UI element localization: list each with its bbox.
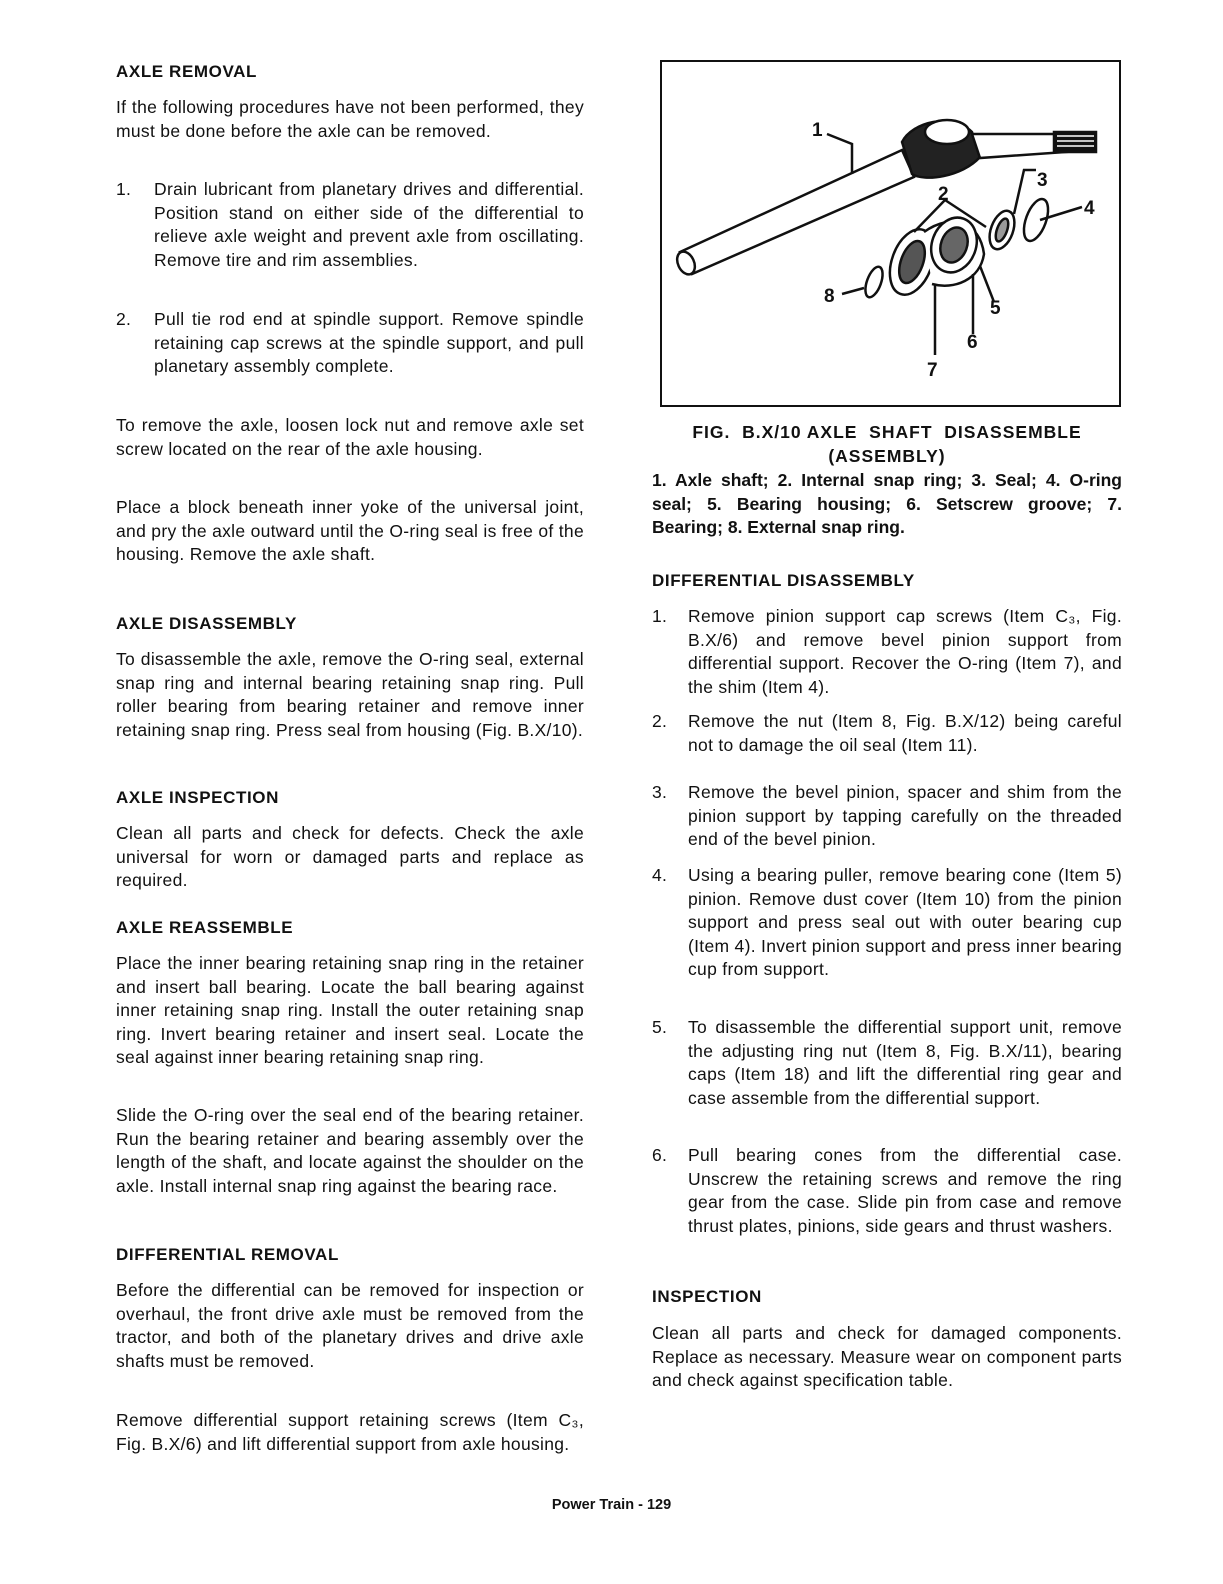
callout-1: 1	[812, 120, 823, 141]
axle-reassemble-para-1: Place the inner bearing retaining snap ring in the retainer and insert ball bearing. Locate the ball bearing against inner retaining snap ring. Install the outer retaining snap ring. Invert bearing retainer and insert seal. Locate the seal against inner bearing retaining snap ring.	[116, 953, 584, 1068]
step-number: 2.	[116, 309, 132, 329]
page-footer: Power Train - 129	[551, 1497, 672, 1513]
callout-3: 3	[1037, 170, 1048, 191]
axle-removal-para-3: Place a block beneath inner yoke of the universal joint, and pry the axle outward until the O-ring seal is free of the housing. Remove the axle shaft.	[116, 497, 584, 565]
inspection-heading: INSPECTION	[652, 1287, 762, 1306]
diff-step-2	[652, 710, 1122, 757]
step-text: To disassemble the differential support unit, remove the adjusting ring nut (Item 8, Fig. B.X/11), bearing caps (Item 18) and lift the differential ring gear and case assemble from the differential support.	[688, 1017, 1122, 1108]
step-text: Remove the nut (Item 8, Fig. B.X/12) being careful not to damage the oil seal (Item 11).	[688, 711, 1122, 755]
axle-disassembly-text: To disassemble the axle, remove the O-ring seal, external snap ring and internal bearing retaining snap ring. Pull roller bearing from bearing retainer and remove inner retaining snap ring. Press seal from housing (Fig. B.X/10).	[116, 649, 584, 740]
diff-step-1	[652, 605, 1122, 699]
caption-title-line-1: FIG. B.X/10 AXLE SHAFT DISASSEMBLE	[692, 422, 1082, 442]
axle-removal-step-2	[116, 308, 584, 379]
diff-step-6	[652, 1144, 1122, 1238]
callout-7: 7	[927, 360, 938, 381]
step-number: 4.	[652, 865, 668, 885]
differential-removal-heading: DIFFERENTIAL REMOVAL	[116, 1245, 339, 1264]
step-number: 1.	[652, 606, 668, 626]
axle-shaft-drawing	[674, 120, 1096, 277]
callout-2: 2	[938, 184, 949, 205]
differential-disassembly-heading: DIFFERENTIAL DISASSEMBLY	[652, 571, 915, 590]
axle-inspection-heading: AXLE INSPECTION	[116, 788, 279, 807]
axle-removal-step-1	[116, 178, 584, 272]
axle-removal-intro: If the following procedures have not been performed, they must be done before the axle can be removed.	[116, 97, 584, 141]
callout-5: 5	[990, 298, 1001, 319]
axle-removal-para-2: To remove the axle, loosen lock nut and remove axle set screw located on the rear of the axle housing.	[116, 415, 584, 459]
figure-caption-title	[652, 421, 1122, 468]
diff-step-5	[652, 1016, 1122, 1110]
caption-title-line-2: (ASSEMBLY)	[828, 445, 946, 466]
diff-step-3	[652, 781, 1122, 852]
step-text: Remove pinion support cap screws (Item C₃, Fig. B.X/6) and remove bevel pinion support from differential support. Recover the O-ring (Item 7), and the shim (Item 4).	[688, 606, 1122, 697]
differential-removal-para-1: Before the differential can be removed for inspection or overhaul, the front drive axle must be removed from the tractor, and both of the planetary drives and drive axle shafts must be removed.	[116, 1280, 584, 1371]
step-number: 1.	[116, 179, 132, 199]
callout-4: 4	[1084, 198, 1095, 219]
axle-inspection-text: Clean all parts and check for defects. Check the axle universal for worn or damaged parts and replace as required.	[116, 823, 584, 891]
diff-step-4	[652, 864, 1122, 982]
differential-removal-para-2: Remove differential support retaining screws (Item C₃, Fig. B.X/6) and lift differential support from axle housing.	[116, 1410, 584, 1454]
callout-6: 6	[967, 332, 978, 353]
axle-removal-heading: AXLE REMOVAL	[116, 62, 258, 81]
figure-axle-shaft	[660, 60, 1121, 407]
axle-disassembly-heading: AXLE DISASSEMBLY	[116, 614, 297, 633]
axle-shaft-illustration	[662, 62, 1119, 405]
figure-caption-list: 1. Axle shaft; 2. Internal snap ring; 3. Seal; 4. O-ring seal; 5. Bearing housing; 6. Setscrew groove; 7. Bearing; 8. External snap ring.	[652, 470, 1122, 538]
callout-8: 8	[824, 286, 835, 307]
inspection-text: Clean all parts and check for damaged components. Replace as necessary. Measure wear on component parts and check against specification table.	[652, 1323, 1122, 1391]
step-text: Pull bearing cones from the differential case. Unscrew the retaining screws and remove the ring gear from the case. Slide pin from case and remove thrust plates, pinions, side gears and thrust washers.	[688, 1145, 1122, 1236]
axle-reassemble-para-2: Slide the O-ring over the seal end of the bearing retainer. Run the bearing retainer and bearing assembly over the length of the shaft, and locate against the shoulder on the axle. Install internal snap ring against the bearing race.	[116, 1105, 584, 1196]
step-number: 3.	[652, 782, 668, 802]
step-text: Using a bearing puller, remove bearing cone (Item 5) pinion. Remove dust cover (Item 10) from the pinion support and press seal out with outer bearing cup (Item 4). Invert pinion support and press inner bearing cup from support.	[688, 865, 1122, 980]
step-number: 6.	[652, 1145, 668, 1165]
axle-reassemble-heading: AXLE REASSEMBLE	[116, 918, 294, 937]
step-number: 5.	[652, 1017, 668, 1037]
bearing-components	[862, 196, 1053, 301]
step-text: Pull tie rod end at spindle support. Remove spindle retaining cap screws at the spindle support, and pull planetary assembly complete.	[154, 309, 584, 377]
step-number: 2.	[652, 711, 668, 731]
step-text: Remove the bevel pinion, spacer and shim from the pinion support by tapping carefully on the threaded end of the bevel pinion.	[688, 782, 1122, 850]
step-text: Drain lubricant from planetary drives and differential. Position stand on either side of the differential to relieve axle weight and prevent axle from oscillating. Remove tire and rim assemblies.	[154, 179, 584, 270]
